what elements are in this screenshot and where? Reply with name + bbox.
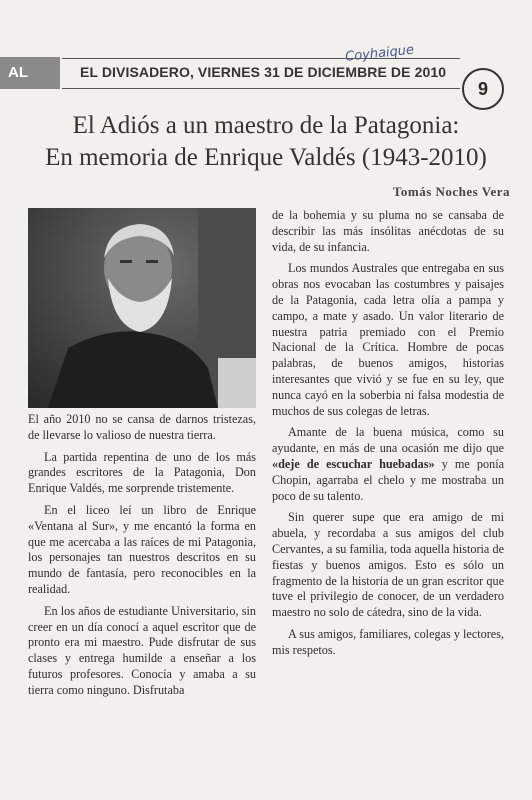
paragraph: Los mundos Australes que entregaba en sus obras nos evocaban las costumbres y paisajes de la Patagonia, cada letra olía a pampa y campo, a mate y asado. Un valor literario de nuestra patria premiado con el Premio Nacional de la Crítica. Hombre de pocas palabras, de buenos amigos, historias interesantes que vivió y se fue en su ley, que nunca cayó en la soberbia ni falsa modestia de muchos de sus colegas de letras. bbox=[272, 261, 504, 418]
article-title-line2: En memoria de Enrique Valdés (1943-2010) bbox=[45, 144, 487, 171]
paragraph: En los años de estudiante Universitario, sin creer en un día conocí a aquel escritor que de pronto era mi maestro. Pude disfrutar de sus clases y entrega humilde a enseñar a los futuros profesores. Conocía y amaba a su tierra como ninguno. Disfrutaba bbox=[28, 603, 256, 697]
section-tab: AL bbox=[0, 57, 60, 89]
quote-bold: «deje de escuchar huebadas» bbox=[272, 456, 435, 471]
header-rule-bottom bbox=[62, 88, 460, 89]
paragraph: El año 2010 no se cansa de darnos tristezas, de llevarse lo valioso de nuestra tierra. bbox=[28, 412, 256, 442]
paragraph: En el liceo leí un libro de Enrique «Ventana al Sur», y me encantó la forma en que me acercaba a las raíces de mi Patagonia, los personajes tan nuestros descritos en su mundo de fantasía, pero reconocibles en la realidad. bbox=[28, 502, 256, 596]
paragraph: A sus amigos, familiares, colegas y lectores, mis respetos. bbox=[272, 626, 504, 657]
article-title-line1: El Adiós a un maestro de la Patagonia: bbox=[72, 112, 460, 139]
paragraph-text: y me ponía Chopin, agarraba el chelo y me mostraba un poco de su talento. bbox=[272, 456, 505, 503]
paragraph-text: Amante de la buena música, como su ayudante, en más de una ocasión me dijo que bbox=[272, 425, 504, 456]
paragraph bbox=[272, 425, 504, 504]
article-column-right bbox=[272, 208, 504, 665]
paragraph: Sin querer supe que era amigo de mi abuela, y recordaba a sus amigos del club Cervantes, a su familia, toda aquella historia de fiestas y buenos amigos. Esto es sólo un fragmento de la historia de un gran escritor que tuve el privilegio de conocer, de un verdadero maestro no solo de cátedra, sino de la vida. bbox=[272, 510, 504, 620]
article-author: Tomás Noches Vera bbox=[392, 184, 510, 199]
newspaper-header: EL DIVISADERO, VIERNES 31 DE DICIEMBRE DE 2010 bbox=[80, 64, 447, 80]
portrait-photo bbox=[28, 208, 256, 408]
paragraph: La partida repentina de uno de los más grandes escritores de la Patagonia, Don Enrique Valdés, me sorprende tristemente. bbox=[28, 449, 256, 496]
paragraph: de la bohemia y su pluma no se cansaba de describir las más insólitas anécdotas de su vida, de su infancia. bbox=[272, 208, 504, 254]
article-column-left bbox=[28, 412, 256, 705]
page-number: 9 bbox=[462, 68, 504, 110]
handwritten-note: Coyhaique bbox=[344, 42, 415, 65]
